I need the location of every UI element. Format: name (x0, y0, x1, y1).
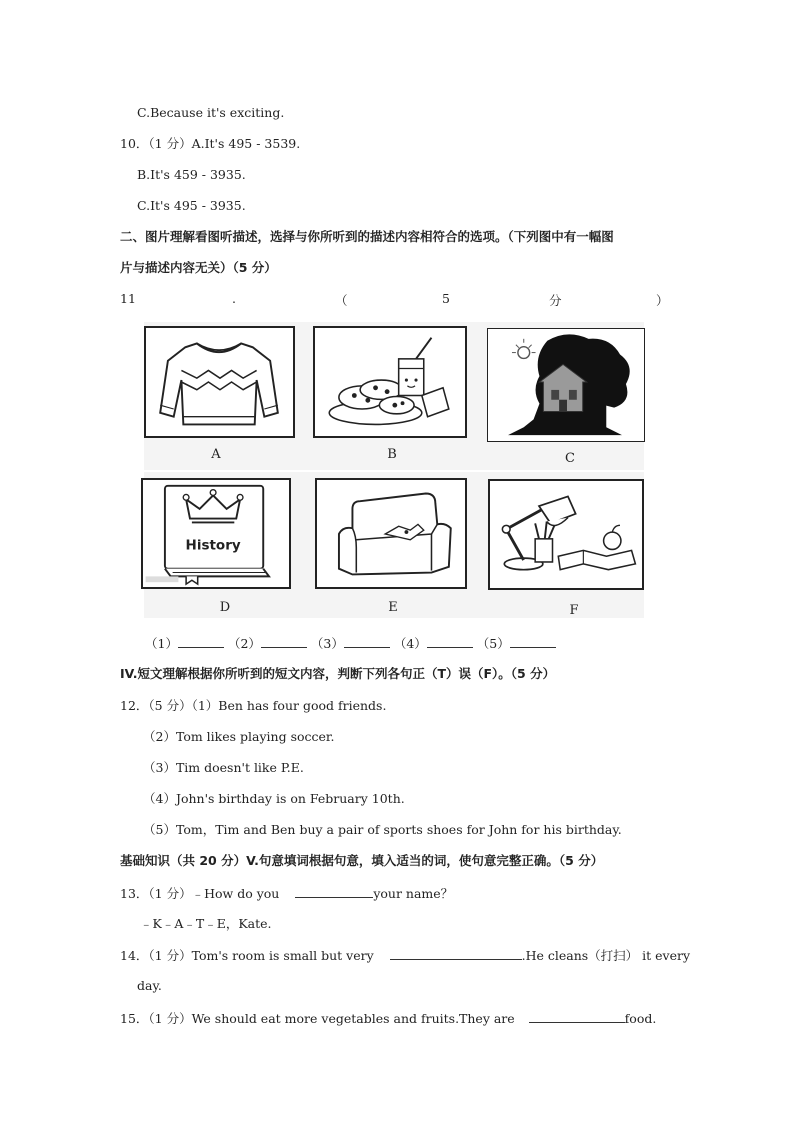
q15-answer-blank[interactable] (529, 1010, 625, 1023)
q13-line-1 (120, 885, 453, 902)
q10-option-b: B.It's 459 - 3935. (137, 167, 246, 182)
q13-prefix: 13．（1 分） (120, 886, 192, 901)
answer-label-2: （2） (227, 636, 261, 651)
answer-label-4: （4） (393, 636, 427, 651)
q11-answer-row (145, 635, 556, 652)
answer-blank-1[interactable] (178, 635, 224, 648)
q10-prefix: 10．（1 分） (120, 136, 192, 151)
book-title-text: History (185, 537, 241, 554)
q14-text-after: .He cleans（打扫） it every (521, 948, 691, 963)
q11-left-paren: （ (335, 293, 348, 308)
q11-right-paren: ） (656, 293, 669, 308)
picture-c (487, 328, 645, 442)
q13-text-after: your name？ (373, 886, 454, 901)
picture-f-letter: F (569, 603, 579, 618)
picture-b (313, 326, 467, 438)
house-under-tree-icon (488, 329, 644, 441)
section2-heading-line1: 二、图片理解看图听描述，选择与你所听到的描述内容相符合的选项。（下列图中有一幅图 (120, 229, 614, 244)
picture-a-letter: A (211, 447, 221, 462)
q10-option-a: A.It's 495 - 3539. (191, 136, 301, 151)
answer-label-5: （5） (476, 636, 510, 651)
q11-unit: 分 (549, 293, 562, 308)
q9-option-c: C.Because it's exciting. (137, 105, 285, 120)
picture-f (488, 479, 644, 590)
q14-answer-blank[interactable] (390, 947, 522, 960)
picture-d-letter: D (219, 600, 231, 615)
q11-line (120, 291, 670, 307)
answer-label-3: （3） (310, 636, 344, 651)
q14-text-before: Tom's room is small but very (191, 948, 374, 963)
q13-text-before: ﹣How do you (191, 886, 280, 901)
q11-number: 11 (120, 291, 136, 306)
answer-blank-4[interactable] (427, 635, 473, 648)
section4-heading: IV.短文理解根据你所听到的短文内容，判断下列各句正（T）误（F）。（5 分） (120, 666, 556, 681)
q12-item-2: （2）Tom likes playing soccer. (143, 729, 335, 744)
history-book-icon (143, 480, 289, 587)
picture-e-letter: E (388, 600, 398, 615)
q12-item-4: （4）John's birthday is on February 10th. (143, 791, 405, 806)
q12-line-1 (120, 698, 386, 714)
q14-line-2: day. (137, 978, 162, 993)
section5-heading: 基础知识（共 20 分）V.句意填词根据句意，填入适当的词，使句意完整正确。（5 分） (120, 853, 604, 868)
q10-option-c: C.It's 495 - 3935. (137, 198, 246, 213)
sweater-icon (146, 328, 293, 436)
sofa-icon (317, 480, 465, 587)
picture-e (315, 478, 467, 589)
q12-prefix: 12．（5 分） (120, 698, 192, 713)
answer-blank-5[interactable] (510, 635, 556, 648)
q15-line (120, 1010, 656, 1027)
answer-blank-3[interactable] (344, 635, 390, 648)
picture-d (141, 478, 291, 589)
q12-item-1: （1）Ben has four good friends. (191, 698, 387, 713)
picture-c-letter: C (565, 451, 575, 466)
q13-line-2: ﹣K﹣A﹣T﹣E，Kate. (140, 916, 272, 931)
picture-b-letter: B (387, 447, 397, 462)
q15-prefix: 15．（1 分） (120, 1011, 192, 1026)
picture-a (144, 326, 295, 438)
q10-line-a (120, 136, 300, 152)
q12-item-5: （5）Tom，Tim and Ben buy a pair of sports shoes for John for his birthday. (143, 822, 622, 837)
q14-line-1 (120, 947, 690, 964)
answer-label-1: （1） (145, 636, 178, 651)
q15-text-after: food. (624, 1011, 657, 1026)
q15-text-before: We should eat more vegetables and fruits.They are (191, 1011, 515, 1026)
q11-score: 5 (442, 291, 450, 306)
q14-prefix: 14．（1 分） (120, 948, 192, 963)
cookies-and-drink-icon (315, 328, 465, 436)
q12-item-3: （3）Tim doesn't like P.E. (143, 760, 304, 775)
section2-heading-line2: 片与描述内容无关）（5 分） (120, 260, 277, 275)
q11-dot: . (232, 291, 236, 306)
desk-lamp-icon (490, 481, 642, 588)
answer-blank-2[interactable] (261, 635, 307, 648)
q13-answer-blank[interactable] (295, 885, 373, 898)
